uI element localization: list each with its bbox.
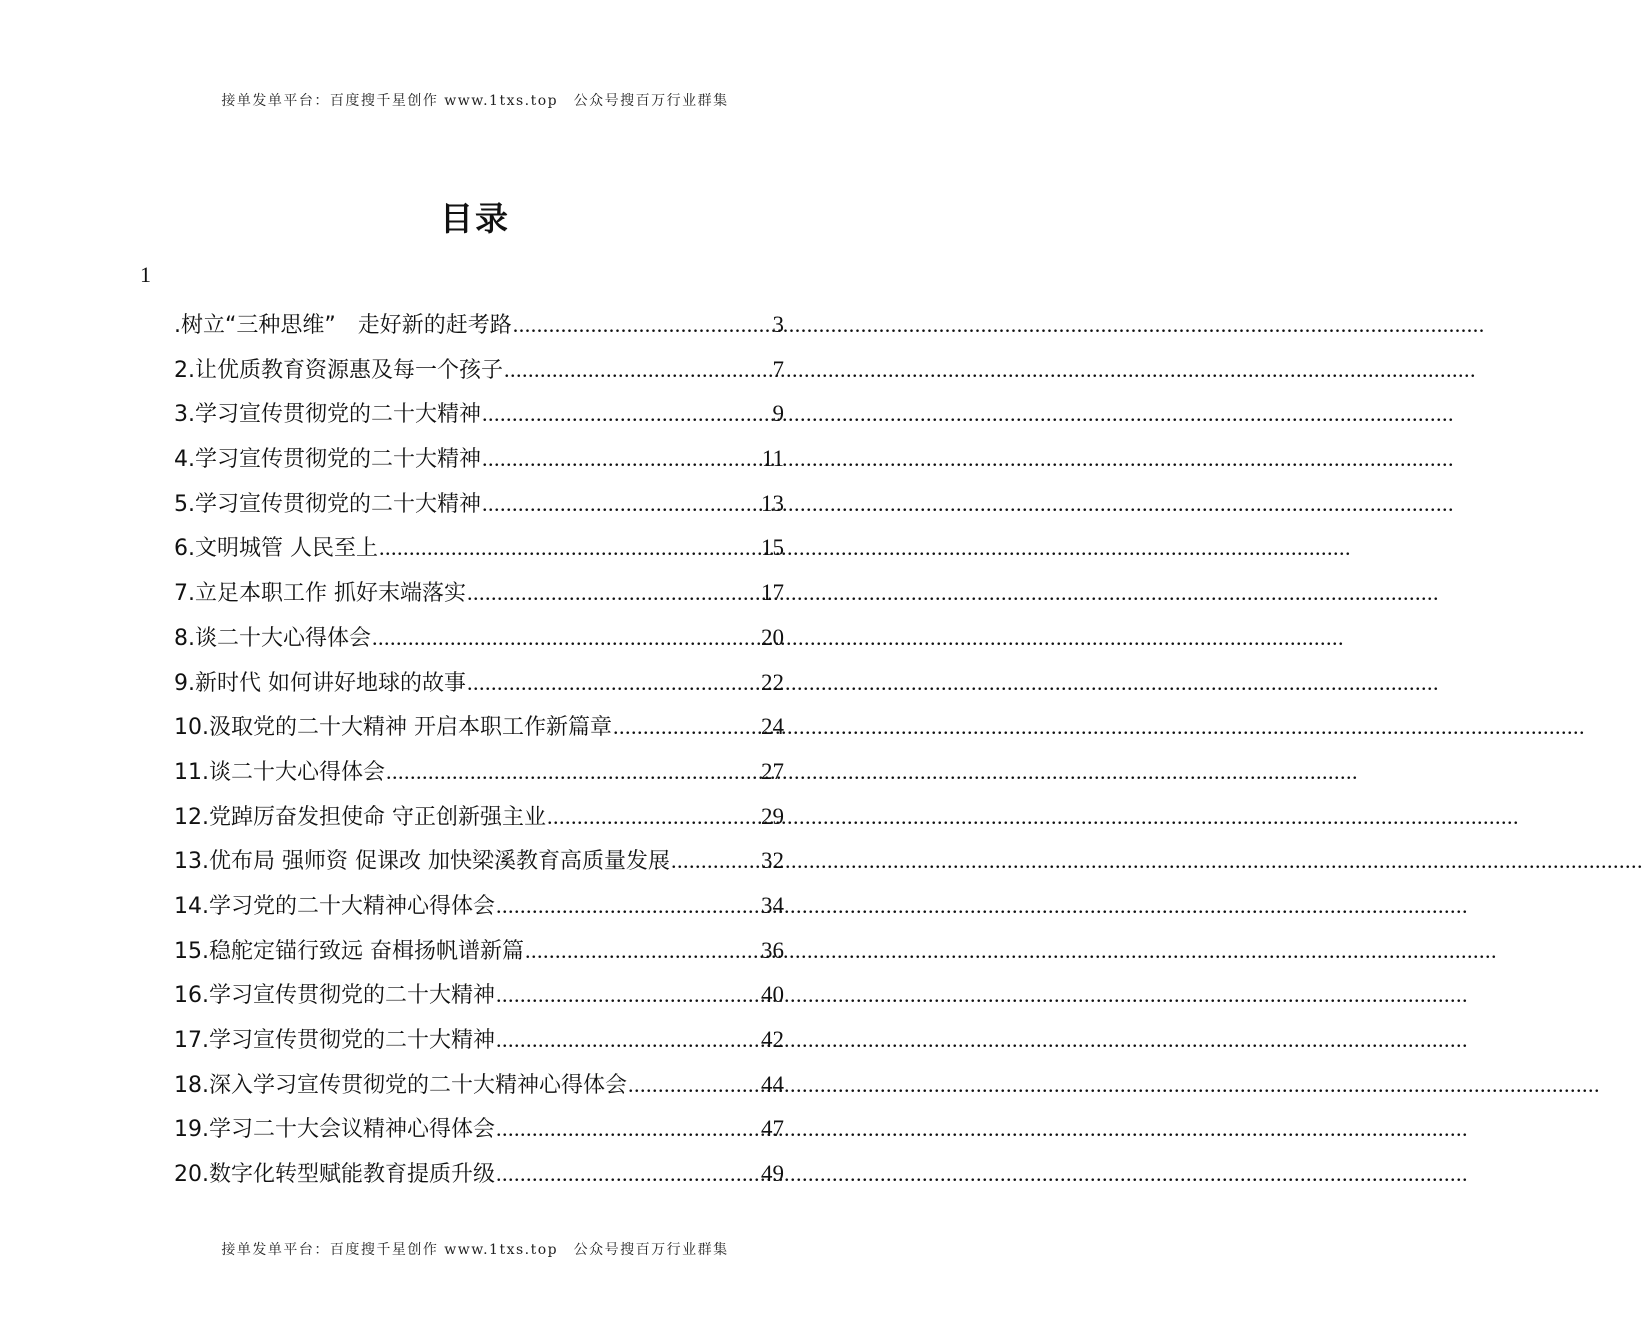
toc-entry-page: 13 (761, 490, 784, 516)
toc-dot-leader (496, 973, 760, 1018)
toc-entry-title: 4.学习宣传贯彻党的二十大精神 (174, 447, 481, 473)
toc-dot-leader (496, 1152, 760, 1197)
toc-dot-leader (504, 348, 772, 393)
toc-entry-page: 15 (761, 535, 784, 561)
toc-entry-page: 7 (772, 356, 784, 382)
toc-entry[interactable] (174, 929, 784, 974)
toc-entry-title: 7.立足本职工作 抓好末端落实 (174, 581, 466, 607)
page-footer: 接单发单平台：百度搜千星创作 www.1txs.top 公众号搜百万行业群集 (221, 1242, 729, 1258)
toc-entry[interactable] (174, 1152, 784, 1197)
toc-entry[interactable] (174, 750, 784, 795)
toc-entry[interactable] (174, 795, 784, 840)
toc-entry-page: 42 (761, 1027, 784, 1052)
toc-entry[interactable] (174, 839, 784, 884)
toc-entry[interactable] (174, 705, 784, 750)
toc-dot-leader (496, 1107, 760, 1152)
toc-entry[interactable] (174, 526, 784, 571)
toc-entry-page: 3 (772, 312, 784, 337)
toc-entry[interactable] (174, 1107, 784, 1152)
toc-dot-leader (547, 795, 760, 840)
toc-entry[interactable] (174, 571, 784, 616)
toc-entry[interactable] (174, 437, 784, 482)
toc-entry[interactable] (174, 1063, 784, 1108)
toc-entry-title: 2.让优质教育资源惠及每一个孩子 (174, 357, 503, 383)
toc-entry-title: 6.文明城管 人民至上 (174, 536, 378, 562)
toc-entry-title: 18.深入学习宣传贯彻党的二十大精神心得体会 (174, 1072, 627, 1098)
page-header: 接单发单平台：百度搜千星创作 www.1txs.top 公众号搜百万行业群集 (221, 93, 729, 109)
toc-entry[interactable] (174, 661, 784, 706)
toc-entry-page: 44 (761, 1071, 784, 1097)
toc-dot-leader (386, 750, 760, 795)
toc-entry[interactable] (174, 973, 784, 1018)
toc-dot-leader (628, 1063, 760, 1108)
toc-entry-title: 19.学习二十大会议精神心得体会 (174, 1117, 495, 1143)
toc-entry-title: 12.党踔厉奋发担使命 守正创新强主业 (174, 804, 546, 830)
toc-dot-leader (525, 929, 760, 974)
toc-entry-page: 22 (761, 669, 784, 695)
toc-entry[interactable] (174, 348, 784, 393)
toc-dot-leader (482, 392, 772, 437)
toc-entry-page: 9 (772, 401, 784, 427)
toc-entry-page: 32 (761, 848, 784, 874)
toc-entry-page: 40 (761, 982, 784, 1008)
toc-entry-title: 11.谈二十大心得体会 (174, 759, 385, 785)
toc-dot-leader (513, 303, 772, 348)
toc-entry-page: 47 (761, 1116, 784, 1142)
toc-entry-title: 16.学习宣传贯彻党的二十大精神 (174, 983, 495, 1009)
toc-entry-title: 8.谈二十大心得体会 (174, 625, 371, 651)
toc-entry[interactable] (174, 1018, 784, 1063)
toc-entry[interactable] (174, 616, 784, 661)
toc-entry-title: 20.数字化转型赋能教育提质升级 (174, 1162, 495, 1188)
toc-entry-title: 15.稳舵定锚行致远 奋楫扬帆谱新篇 (174, 938, 524, 964)
toc-dot-leader (496, 884, 760, 929)
toc-dot-leader (372, 616, 760, 661)
toc-dot-leader (467, 661, 760, 706)
toc-entry-title: 17.学习宣传贯彻党的二十大精神 (174, 1028, 495, 1053)
toc-entry-page: 11 (761, 446, 784, 472)
toc-entry-page: 36 (761, 937, 784, 963)
toc-dot-leader (379, 526, 760, 571)
toc-entry-title: 10.汲取党的二十大精神 开启本职工作新篇章 (174, 715, 612, 741)
toc-entry-page: 29 (761, 803, 784, 829)
page-title: 目录 (440, 199, 510, 238)
toc-dot-leader (467, 571, 760, 616)
toc-entry-title: 13.优布局 强师资 促课改 加快梁溪教育高质量发展 (174, 849, 670, 875)
toc-entry-page: 24 (761, 714, 784, 740)
toc-dot-leader (482, 437, 761, 482)
toc-entry[interactable] (174, 392, 784, 437)
toc-dot-leader (613, 705, 760, 750)
toc-entry-page: 34 (761, 892, 784, 918)
toc-lead-number: 1 (140, 262, 151, 287)
toc-entry-page: 17 (761, 580, 784, 606)
toc-entry[interactable] (174, 884, 784, 929)
toc-entry[interactable] (174, 303, 784, 348)
toc-entry-title: 9.新时代 如何讲好地球的故事 (174, 670, 466, 696)
table-of-contents (174, 303, 784, 1197)
toc-entry-title: .树立“三种思维” 走好新的赶考路 (174, 313, 512, 338)
toc-dot-leader (482, 482, 760, 527)
toc-dot-leader (496, 1018, 760, 1063)
toc-entry-title: 14.学习党的二十大精神心得体会 (174, 893, 495, 919)
toc-entry[interactable] (174, 482, 784, 527)
toc-entry-page: 27 (761, 758, 784, 784)
toc-entry-title: 3.学习宣传贯彻党的二十大精神 (174, 402, 481, 428)
toc-entry-title: 5.学习宣传贯彻党的二十大精神 (174, 491, 481, 517)
toc-dot-leader (671, 839, 760, 884)
toc-entry-page: 49 (761, 1161, 784, 1187)
toc-entry-page: 20 (761, 624, 784, 650)
